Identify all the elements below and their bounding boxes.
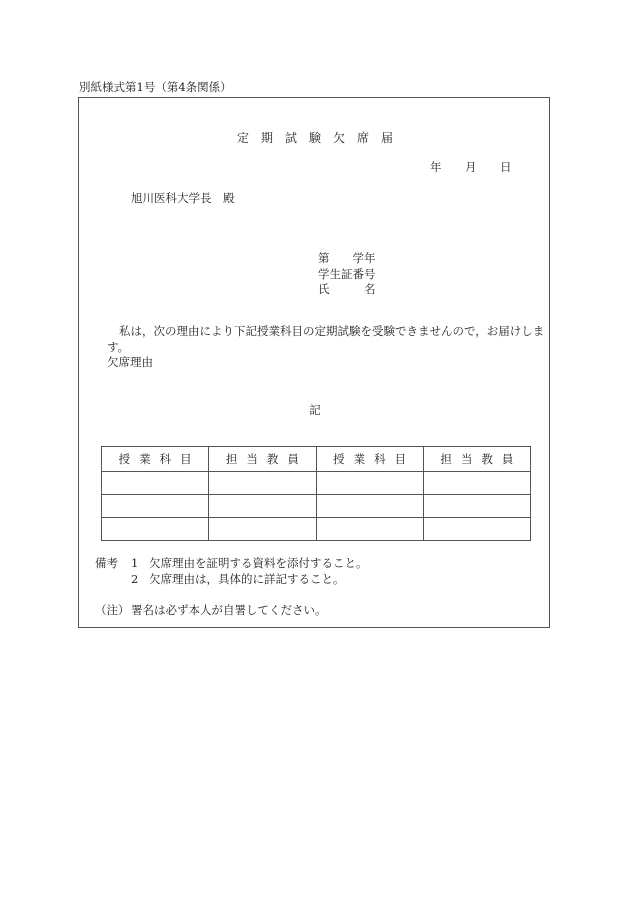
remark-item (95, 556, 368, 572)
table-cell[interactable] (102, 472, 209, 495)
subjects-table (101, 446, 531, 541)
remark-item (95, 572, 368, 588)
remark-text: 欠席理由は，具体的に詳記すること。 (149, 571, 345, 586)
table-header-row (102, 447, 531, 472)
header-teacher-1: 担当教員 (209, 447, 316, 472)
ki-heading: 記 (309, 403, 321, 417)
caution-label: （注） (95, 603, 130, 617)
header-subject-2: 授業科目 (316, 447, 423, 472)
table-row (102, 472, 531, 495)
date-day-label: 日 (500, 160, 512, 174)
statement-line-2: す。 (107, 339, 130, 354)
table-cell[interactable] (423, 472, 530, 495)
date-year-label: 年 (430, 160, 442, 174)
remark-text: 欠席理由を証明する資料を添付すること。 (149, 556, 368, 570)
table-cell[interactable] (209, 472, 316, 495)
header-subject-1: 授業科目 (102, 447, 209, 472)
statement-text (107, 324, 544, 371)
table-cell[interactable] (316, 518, 423, 541)
table-cell[interactable] (102, 495, 209, 518)
caution-note (95, 602, 327, 618)
student-info (318, 251, 376, 298)
table-row (102, 518, 531, 541)
table-cell[interactable] (423, 495, 530, 518)
table-cell[interactable] (209, 518, 316, 541)
addressee: 旭川医科大学長 殿 (131, 191, 235, 205)
table-row (102, 495, 531, 518)
table-cell[interactable] (209, 495, 316, 518)
table-cell[interactable] (316, 495, 423, 518)
table-cell[interactable] (102, 518, 209, 541)
absence-reason-label: 欠席理由 (107, 355, 153, 369)
grade-field-label: 第 学年 (318, 251, 376, 265)
date-month-label: 月 (465, 160, 477, 174)
caution-text: 署名は必ず本人が自署してください。 (131, 603, 327, 617)
student-id-field-label: 学生証番号 (318, 266, 376, 281)
remark-number: 1 (131, 556, 139, 570)
remarks (95, 556, 368, 587)
header-teacher-2: 担当教員 (423, 447, 530, 472)
remark-number: 2 (131, 571, 139, 586)
document-title: 定期試験欠席届 (236, 131, 405, 145)
statement-line-1: 私は，次の理由により下記授業科目の定期試験を受験できませんので，お届けしま (119, 324, 545, 338)
name-field-label: 氏 名 (318, 282, 376, 296)
form-label: 別紙様式第1号（第4条関係） (79, 80, 232, 94)
table-cell[interactable] (316, 472, 423, 495)
remarks-label: 備考 (95, 556, 118, 570)
table-cell[interactable] (423, 518, 530, 541)
